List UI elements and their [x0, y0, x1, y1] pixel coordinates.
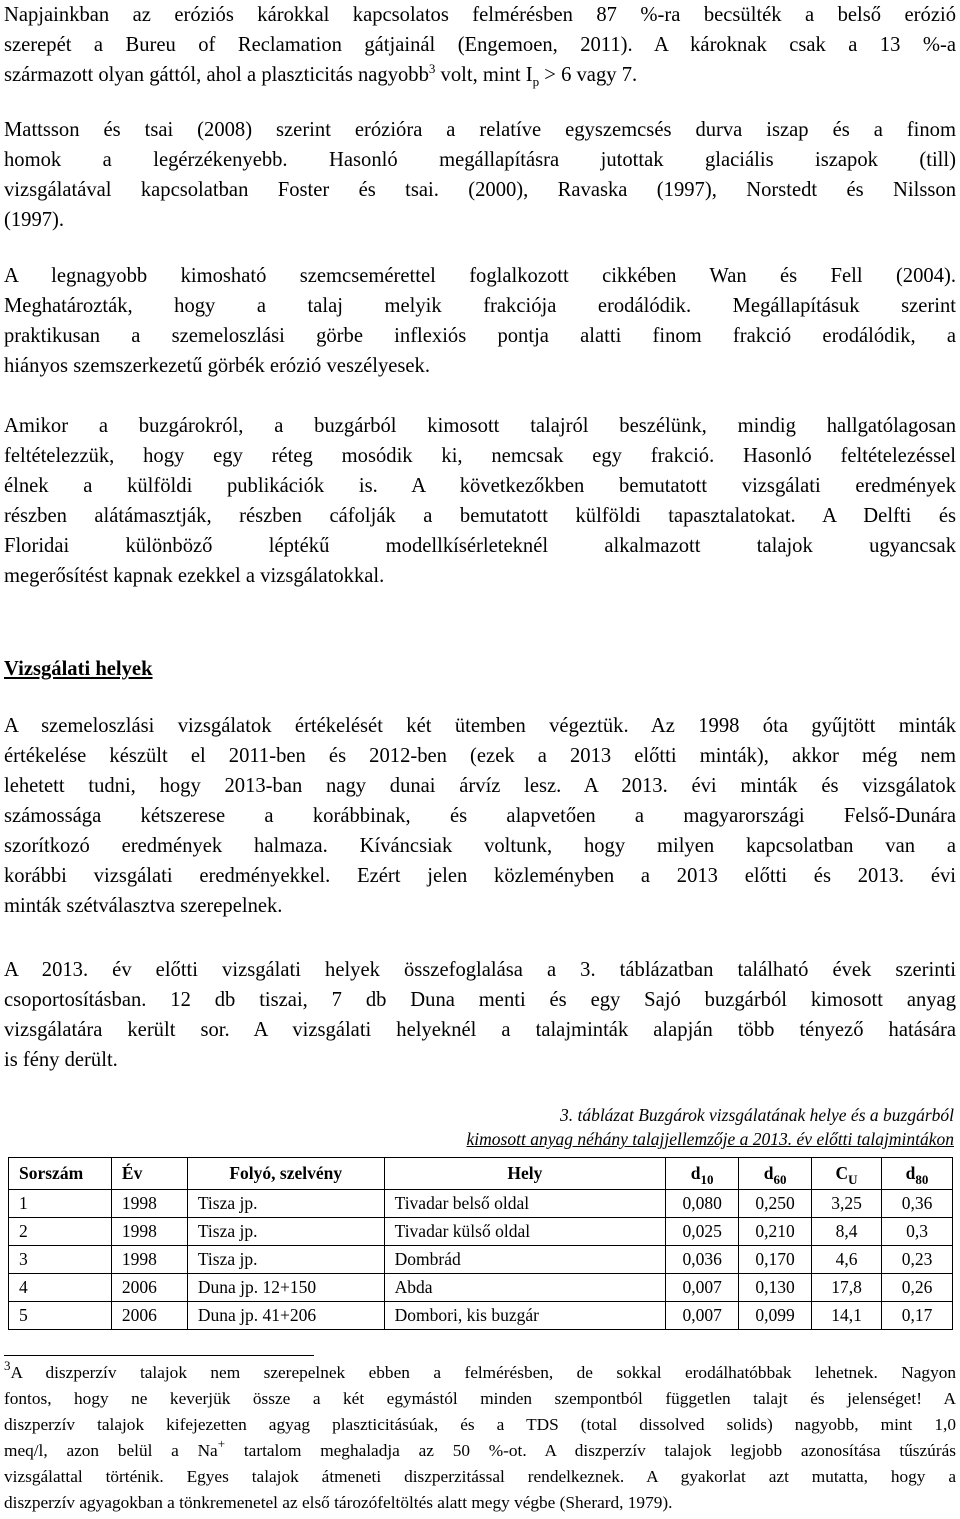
cell-d10: 0,080: [666, 1190, 739, 1218]
table-row: [9, 1274, 953, 1302]
text-line: minták szétválasztva szerepelnek.: [4, 895, 283, 917]
cell-place: Tivadar külső oldal: [384, 1218, 666, 1246]
text-line: élnek a külföldi publikációk is. A következőkben bemutatott vizsgálati eredmények: [4, 475, 956, 497]
text-line: (1997).: [4, 209, 65, 231]
text-line: Meghatározták, hogy a talaj melyik frakciója erodálódik. Megállapításuk szerint: [4, 295, 956, 317]
cell-place: Tivadar belső oldal: [384, 1190, 666, 1218]
paragraph-wan-fell: [4, 261, 956, 381]
caption-line: kimosott anyag néhány talajjellemzője a 2013. év előtti talajmintákon: [466, 1129, 954, 1149]
paragraph-internal-erosion: [4, 0, 956, 90]
soil-data-table: [8, 1157, 953, 1330]
cell-place: Dombrád: [384, 1246, 666, 1274]
text-line: Mattsson és tsai (2008) szerint erózióra a relatíve egyszemcsés durva iszap és a finom: [4, 119, 956, 141]
text-line: vizsgálatával kapcsolatban Foster és tsai. (2000), Ravaska (1997), Norstedt és Nilsson: [4, 179, 956, 201]
cell-year: 2006: [111, 1274, 187, 1302]
caption-line: 3. táblázat Buzgárok vizsgálatának helye és a buzgárból: [559, 1105, 954, 1125]
cell-d80: 0,26: [882, 1274, 953, 1302]
cell-year: 2006: [111, 1302, 187, 1330]
footnote: [4, 1360, 956, 1516]
table-row: [9, 1190, 953, 1218]
cell-d10: 0,025: [666, 1218, 739, 1246]
footnote-marker: 3: [4, 1358, 11, 1373]
footnote-separator: [4, 1355, 314, 1356]
footnote-line: vizsgálattal történik. Egyes talajok átmeneti diszperzitással rendelkeznek. A gyakorlat azt mutatta, hogy a: [4, 1467, 956, 1486]
header-d80: $d_{80}$: [882, 1158, 953, 1190]
paragraph-szemeloszlas: [4, 711, 956, 921]
text-line: Napjainkban az eróziós károkkal kapcsolatos felmérésben 87 %-ra becsülték a belső erózió: [4, 4, 956, 26]
header-ev: Év: [111, 1158, 187, 1190]
text-line: A szemeloszlási vizsgálatok értékelését két ütemben végeztük. Az 1998 óta gyűjtött minták: [4, 715, 956, 737]
cell-d60: 0,250: [739, 1190, 812, 1218]
cell-cu: 14,1: [812, 1302, 882, 1330]
cell-river: Duna jp. 41+206: [187, 1302, 384, 1330]
header-folyo: Folyó, szelvény: [187, 1158, 384, 1190]
cell-no: 5: [9, 1302, 112, 1330]
text-line: hiányos szemszerkezetű görbék erózió veszélyesek.: [4, 355, 430, 377]
text-line: korábbi vizsgálati eredményekkel. Ezért jelen közleményben a 2013 előtti és 2013. évi: [4, 865, 956, 887]
text-line: A legnagyobb kimosható szemcsemérettel foglalkozott cikkében Wan és Fell (2004).: [4, 265, 956, 287]
text-line: származott olyan gáttól, ahol a plaszticitás nagyobb$^3$ volt, mint $I_p > 6$ vagy 7.: [4, 61, 638, 89]
cell-d60: 0,099: [739, 1302, 812, 1330]
cell-year: 1998: [111, 1246, 187, 1274]
cell-cu: 8,4: [812, 1218, 882, 1246]
text-line: lehetett tudni, hogy 2013-ban nagy dunai árvíz lesz. A 2013. évi minták és vizsgálatok: [4, 775, 956, 797]
text-line: A 2013. év előtti vizsgálati helyek összefoglalása a 3. táblázatban található évek szerinti: [4, 959, 956, 981]
footnote-line: diszperzív agyagokban a tönkremenetel az első tározófeltöltés alatt megy végbe (Sherard, 1979).: [4, 1493, 673, 1512]
paragraph-vizsgalati-helyek: [4, 955, 956, 1075]
text-line: vizsgálatára került sor. A vizsgálati helyeknél a talajminták alapján több tényező hatására: [4, 1019, 956, 1041]
footnote-line: meq/l, azon belül a Na+ tartalom meghaladja az 50 %-ot. A diszperzív talajok legjobb azonosítása tűszúrás: [4, 1436, 956, 1460]
header-cu: $C_U$: [812, 1158, 882, 1190]
cell-cu: 3,25: [812, 1190, 882, 1218]
cell-d80: 0,23: [882, 1246, 953, 1274]
cell-place: Abda: [384, 1274, 666, 1302]
table-caption: [334, 1103, 954, 1151]
cell-d10: 0,007: [666, 1302, 739, 1330]
text-line: is fény derült.: [4, 1049, 118, 1071]
cell-year: 1998: [111, 1218, 187, 1246]
table-row: [9, 1246, 953, 1274]
cell-no: 2: [9, 1218, 112, 1246]
cell-d80: 0,36: [882, 1190, 953, 1218]
cell-d60: 0,130: [739, 1274, 812, 1302]
cell-river: Duna jp. 12+150: [187, 1274, 384, 1302]
table-row: [9, 1218, 953, 1246]
section-heading: Vizsgálati helyek: [4, 658, 153, 680]
cell-d80: 0,17: [882, 1302, 953, 1330]
cell-d10: 0,007: [666, 1274, 739, 1302]
footnote-ref-3: 3: [428, 61, 436, 76]
paragraph-mattsson: [4, 115, 956, 235]
text-line: csoportosításban. 12 db tiszai, 7 db Duna menti és egy Sajó buzgárból kimosott anyag: [4, 989, 956, 1011]
footnote-line: $^3$A diszperzív talajok nem szerepelnek ebben a felmérésben, de sokkal erodálhatóbbak lehetnek. Nagyon: [4, 1358, 956, 1382]
header-sorszam: Sorszám: [9, 1158, 112, 1190]
text-line: részben alátámasztják, részben cáfolják a bemutatott külföldi tapasztalatokat. A Delfti és: [4, 505, 956, 527]
cell-d10: 0,036: [666, 1246, 739, 1274]
text-line: Amikor a buzgárokról, a buzgárból kimosott talajról beszélünk, mindig hallgatólagosan: [4, 415, 956, 437]
table-header-row: [9, 1158, 953, 1190]
header-d10: $d_{10}$: [666, 1158, 739, 1190]
footnote-line: diszperzív talajok kifejezetten agyag plaszticitásúak, és a TDS (total dissolved solids) nagyobb, mint 1,0: [4, 1415, 956, 1434]
cell-d80: 0,3: [882, 1218, 953, 1246]
cell-cu: 17,8: [812, 1274, 882, 1302]
cell-no: 1: [9, 1190, 112, 1218]
text-line: szorítkozó eredmények halmaza. Kíváncsiak voltunk, hogy milyen kapcsolatban van a: [4, 835, 956, 857]
text-line: számossága kétszerese a korábbinak, és alapvetően a magyarországi Felső-Dunára: [4, 805, 956, 827]
text-line: értékelése készült el 2011-ben és 2012-ben (ezek a 2013 előtti minták), akkor még nem: [4, 745, 956, 767]
text-line: Floridai különböző léptékű modellkísérleteknél alkalmazott talajok ugyancsak: [4, 535, 956, 557]
header-d60: $d_{60}$: [739, 1158, 812, 1190]
text-line: feltételezzük, hogy egy réteg mosódik ki, nemcsak egy frakció. Hasonló feltételezéssel: [4, 445, 956, 467]
cell-river: Tisza jp.: [187, 1190, 384, 1218]
cell-river: Tisza jp.: [187, 1218, 384, 1246]
cell-no: 3: [9, 1246, 112, 1274]
text-line: praktikusan a szemeloszlási görbe inflexiós pontja alatti finom frakció erodálódik, a: [4, 325, 956, 347]
cell-river: Tisza jp.: [187, 1246, 384, 1274]
cell-year: 1998: [111, 1190, 187, 1218]
footnote-line: fontos, hogy ne keverjük össze a két egymástól minden szempontból független talajt és jelenséget! A: [4, 1389, 956, 1408]
cell-d60: 0,210: [739, 1218, 812, 1246]
cell-no: 4: [9, 1274, 112, 1302]
text-line: szerepét a Bureu of Reclamation gátjainál (Engemoen, 2011). A károknak csak a 13 %-a: [4, 34, 956, 56]
text-line: homok a legérzékenyebb. Hasonló megállapításra jutottak glaciális iszapok (till): [4, 149, 956, 171]
cell-place: Dombori, kis buzgár: [384, 1302, 666, 1330]
table-row: [9, 1302, 953, 1330]
header-hely: Hely: [384, 1158, 666, 1190]
cell-cu: 4,6: [812, 1246, 882, 1274]
paragraph-buzgarok: [4, 411, 956, 591]
text-line: megerősítést kapnak ezekkel a vizsgálatokkal.: [4, 565, 385, 587]
cell-d60: 0,170: [739, 1246, 812, 1274]
